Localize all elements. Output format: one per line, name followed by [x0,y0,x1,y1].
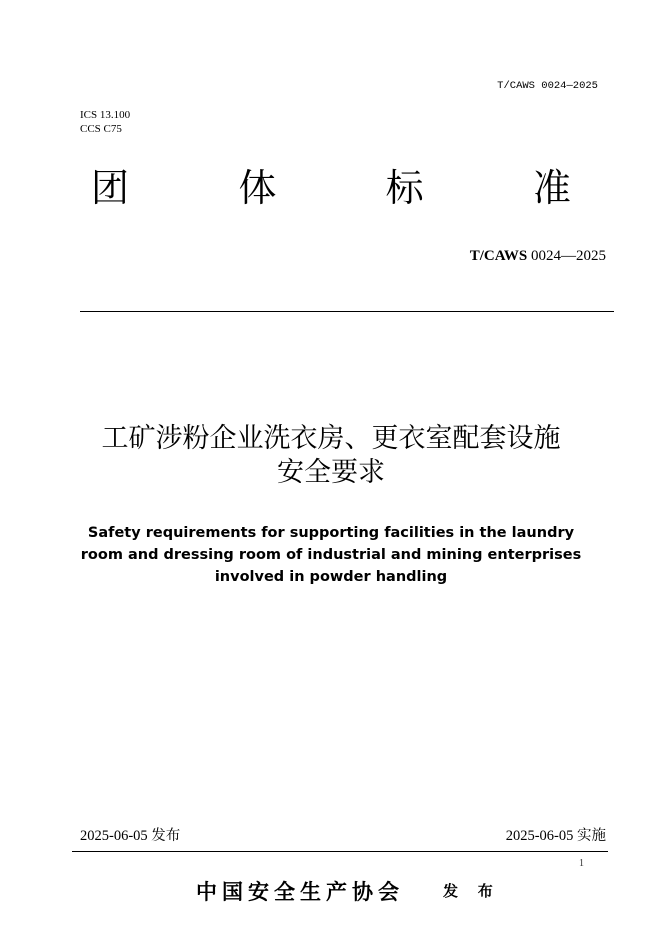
standard-type-char: 体 [238,166,277,210]
standard-type-title [80,166,582,210]
standard-code-prefix: T/CAWS [469,248,528,264]
publish-label: 发 布 [443,884,501,900]
chinese-title [0,422,662,490]
standard-type-char: 准 [532,166,571,210]
page-number: 1 [579,858,584,869]
classification-codes [80,108,130,136]
bottom-divider [72,851,608,852]
implementation-date: 2025-06-05 实施 [505,828,606,844]
standard-code [470,248,606,265]
header-doc-code: T/CAWS 0024—2025 [497,80,598,92]
standard-type-char: 标 [385,166,424,210]
standard-code-number: 0024—2025 [527,248,606,264]
top-divider [80,311,614,312]
ics-code: ICS 13.100 [80,109,131,121]
english-title: Safety requirements for supporting facilities in the laundry room and dressing room of industrial and mining enterprises involved in powder handling [80,525,582,585]
standard-type-char: 团 [90,166,129,210]
issue-date: 2025-06-05 发布 [80,828,181,844]
chinese-title-line1: 工矿涉粉企业洗衣房、更衣室配套设施 [101,423,561,454]
chinese-title-line2: 安全要求 [277,457,385,488]
ccs-code: CCS C75 [80,123,122,135]
publisher-organization: 中国安全生产协会 [196,880,404,904]
